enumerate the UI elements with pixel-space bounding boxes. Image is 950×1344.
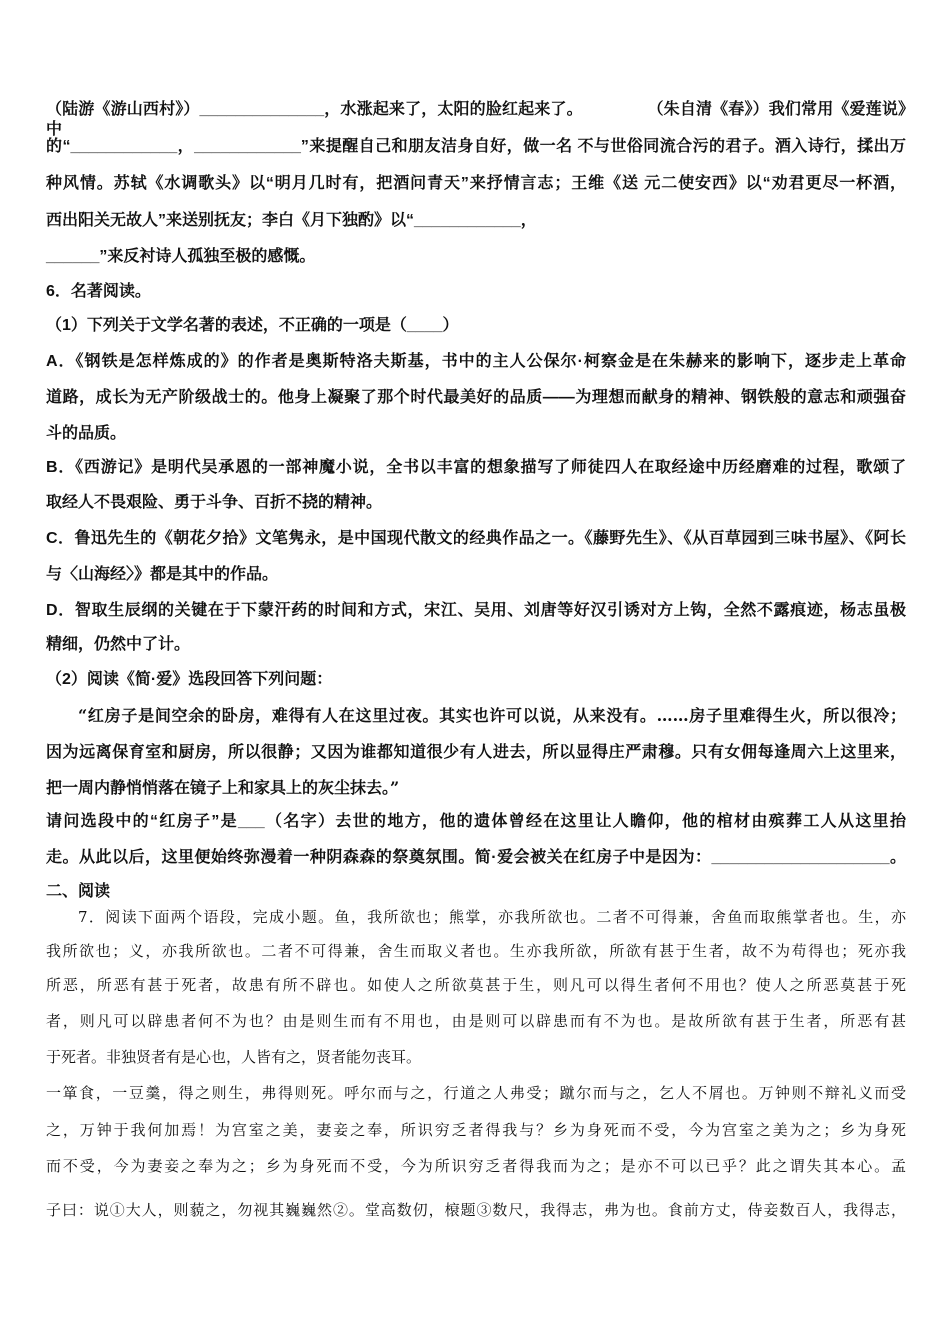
passage-line: 而不受，今为妻妾之奉为之；乡为身死而不受，今为所识穷乏者得我而为之；是亦不可以已乎？此之谓失其本心。孟 [46, 1157, 906, 1175]
passage-line: 我所欲也；义，亦我所欲也。二者不可得兼，舍生而取义者也。生亦我所欲，所欲有甚于生者，故不为苟得也；死亦我 [46, 942, 906, 960]
text-line: 种风情。苏轼《水调歌头》以“明月几时有，把酒问青天”来抒情言志；王维《送 元二使安西》以“劝君更尽一杯酒， [46, 175, 906, 192]
part1-prompt: （1）下列关于文学名著的表述，不正确的一项是（____） [46, 317, 459, 334]
quote-line: 把一周内静悄悄落在镜子上和家具上的灰尘抹去。” [46, 778, 400, 797]
passage-line: 之，万钟于我何加焉！为宫室之美，妻妾之奉，所识穷乏者得我与？乡为身死而不受，今为宫室之美为之；乡为身死 [46, 1121, 906, 1139]
question-line: 走。从此以后，这里便始终弥漫着一种阴森森的祭奠氛围。简·爱会被关在红房子中是因为：____________________。 [46, 849, 906, 866]
passage-line: 一箪食，一豆羹，得之则生，弗得则死。呼尔而与之，行道之人弗受；蹴尔而与之，乞人不屑也。万钟则不辩礼义而受 [46, 1084, 906, 1102]
passage-line: 于死者。非独贤者有是心也，人皆有之，贤者能勿丧耳。 [46, 1048, 422, 1066]
option-d-line: 精细，仍然中了计。 [46, 636, 191, 653]
passage-line: 7．阅读下面两个语段，完成小题。鱼，我所欲也；熊掌，亦我所欲也。二者不可得兼，舍鱼而取熊掌者也。生，亦 [78, 908, 906, 926]
option-c-line: 与〈山海经〉》都是其中的作品。 [46, 566, 279, 583]
passage-line: 者，则凡可以辟患者何不为也？由是则生而有不用也，由是则可以辟患而有不为也。是故所欲有甚于生者，所恶有甚 [46, 1012, 906, 1030]
option-d-line: D．智取生辰纲的关键在于下蒙汗药的时间和方式，宋江、吴用、刘唐等好汉引诱对方上钩，全然不露痕迹，杨志虽极 [46, 602, 906, 619]
quote-line: “红房子是间空余的卧房，难得有人在这里过夜。其实也许可以说，从来没有。……房子里难得生火，所以很冷； [78, 706, 906, 725]
question-line: 请问选段中的“红房子”是___（名字）去世的地方，他的遗体曾经在这里让人瞻仰，他的棺材由殡葬工人从这里抬 [46, 813, 906, 830]
option-b-line: B．《西游记》是明代吴承恩的一部神魔小说，全书以丰富的想象描写了师徒四人在取经途中历经磨难的过程，歌颂了 [46, 459, 906, 476]
text-line: 西出阳关无故人”来送别抚友；李白《月下独酌》以“____________， [46, 212, 537, 229]
text-line: ______”来反衬诗人孤独至极的感慨。 [46, 248, 316, 265]
question-title: 6．名著阅读。 [46, 283, 151, 300]
passage-line: 所恶，所恶有甚于死者，故患有所不辟也。如使人之所欲莫甚于生，则凡可以得生者何不用也？使人之所恶莫甚于死 [46, 976, 906, 994]
option-a-line: 斗的品质。 [46, 425, 127, 442]
text-line: 的“____________，____________”来提醒自己和朋友洁身自好，做一名 不与世俗同流合污的君子。酒入诗行，揉出万 [46, 138, 906, 155]
option-b-line: 取经人不畏艰险、勇于斗争、百折不挠的精神。 [46, 494, 383, 511]
passage-line: 子曰：说①大人，则藐之，勿视其巍巍然②。堂高数仞，榱题③数尺，我得志，弗为也。食前方丈，侍妾数百人，我得志， [46, 1201, 906, 1219]
section-title: 二、阅读 [46, 883, 111, 900]
option-a-line: A．《钢铁是怎样炼成的》的作者是奥斯特洛夫斯基，书中的主人公保尔·柯察金是在朱赫来的影响下，逐步走上革命 [46, 353, 906, 370]
text-line: （陆游《游山西村》）______________，水涨起来了，太阳的脸红起来了。 （朱自清《春》）我们常用《爱莲说》中 [46, 101, 906, 138]
quote-line: 因为远离保育室和厨房，所以很静；又因为谁都知道很少有人进去，所以显得庄严肃穆。只有女佣每逢周六上这里来， [46, 742, 906, 761]
option-c-line: C．鲁迅先生的《朝花夕拾》文笔隽永，是中国现代散文的经典作品之一。《藤野先生》、《从百草园到三味书屋》、《阿长 [46, 530, 906, 547]
option-a-line: 道路，成长为无产阶级战士的。他身上凝聚了那个时代最美好的品质——为理想而献身的精神、钢铁般的意志和顽强奋 [46, 389, 906, 406]
part2-prompt: （2）阅读《简·爱》选段回答下列问题： [46, 671, 333, 688]
